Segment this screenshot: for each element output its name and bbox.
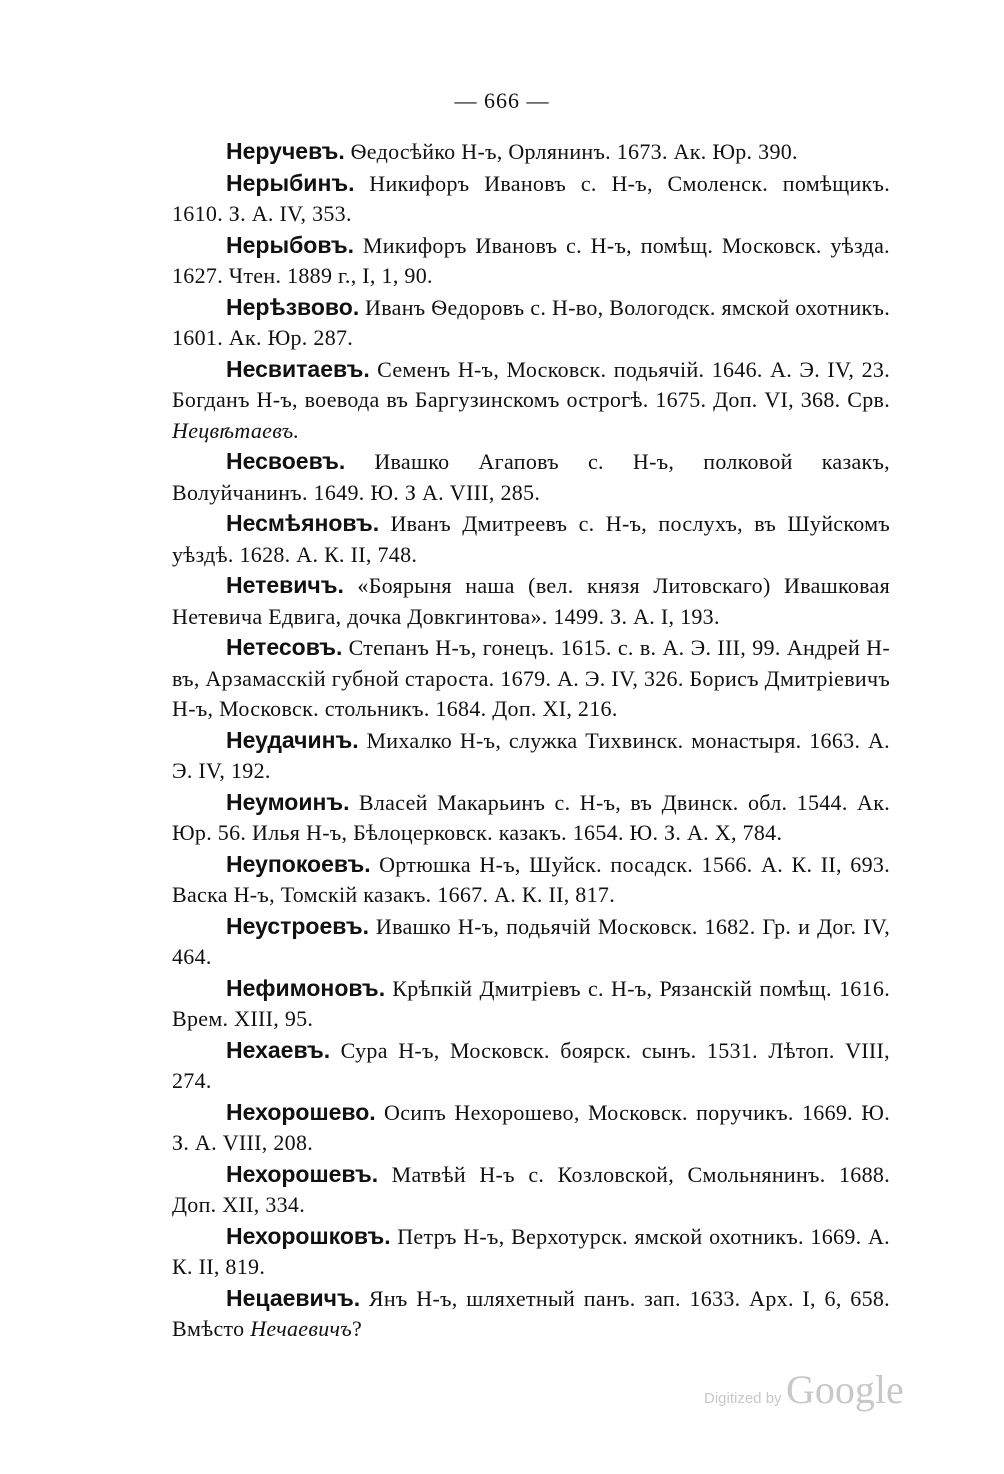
entry-text: Власей Макарьинъ с. Н-ъ, въ Двинск. обл. 1544. Ак. Юр. 56. Илья Н-ъ, Бѣлоцерковск. казакъ. 1654. Ю. З. А. X, 784.	[172, 789, 890, 845]
entry-text: Осипъ Нехорошево, Московск. поручикъ. 1669. Ю. З. А. VIII, 208.	[172, 1099, 890, 1155]
entry-text: Никифоръ Ивановъ с. Н-ъ, Смоленск. помѣщикъ. 1610. З. А. IV, 353.	[172, 170, 890, 226]
entry-text: Микифоръ Ивановъ с. Н-ъ, помѣщ. Московск. уѣзда. 1627. Чтен. 1889 г., I, 1, 90.	[172, 232, 890, 288]
dictionary-entry	[172, 1159, 890, 1221]
dictionary-entry	[172, 1097, 890, 1159]
entry-headword: Неупокоевъ.	[226, 850, 371, 877]
entry-headword: Неустроевъ.	[226, 912, 369, 939]
entry-headword: Нерыбовъ.	[226, 231, 355, 258]
entry-headword: Несвоевъ.	[226, 448, 346, 474]
dictionary-entry	[172, 168, 890, 230]
entry-headword: Неручевъ.	[226, 138, 345, 164]
dictionary-entry	[172, 230, 890, 292]
entry-headword: Неумоинъ.	[226, 788, 350, 815]
entry-text: Семенъ Н-ъ, Московск. подьячій. 1646. А. Э. IV, 23. Богданъ Н-ъ, воевода въ Баргузинскомъ острогѣ. 1675. Доп. VI, 368. Срв.	[172, 356, 890, 412]
dictionary-entry	[172, 973, 890, 1035]
dictionary-entry	[172, 1283, 890, 1345]
dictionary-entry	[172, 570, 890, 632]
dictionary-entry	[172, 136, 890, 168]
entry-text: Ивашко Агаповъ с. Н-ъ, полковой казакъ, Волуйчанинъ. 1649. Ю. З А. VIII, 285.	[172, 449, 890, 505]
digitized-by-google-watermark	[704, 1366, 904, 1413]
entry-headword: Неудачинъ.	[226, 726, 359, 753]
entry-text: Ѳедосѣйко Н-ъ, Орлянинъ. 1673. Ак. Юр. 390.	[344, 139, 798, 164]
entry-headword: Нетевичъ.	[226, 572, 344, 598]
dictionary-entry	[172, 508, 890, 570]
watermark-small-text: Digitized by	[704, 1390, 782, 1407]
dictionary-entry	[172, 787, 890, 849]
dictionary-entry	[172, 292, 890, 354]
dictionary-entry	[172, 849, 890, 911]
entry-text: Сура Н-ъ, Московск. боярск. сынъ. 1531. Лѣтоп. VIII, 274.	[172, 1037, 890, 1093]
entry-headword: Нехорошевъ.	[226, 1160, 379, 1187]
entry-text: Ортюшка Н-ъ, Шуйск. посадск. 1566. А. К. II, 693. Васка Н-ъ, Томскій казакъ. 1667. А. К. II, 817.	[172, 851, 890, 907]
entry-headword: Нефимоновъ.	[226, 974, 386, 1001]
entry-text: Янъ Н-ъ, шляхетный панъ. зап. 1633. Арх. I, 6, 658. Вмѣсто	[172, 1285, 890, 1341]
page-number: — 666 —	[454, 88, 550, 113]
entry-cross-reference: Нецвѣтаевъ.	[172, 417, 300, 443]
entry-text: Крѣпкій Дмитріевъ с. Н-ъ, Рязанскій помѣщ. 1616. Врем. XIII, 95.	[172, 975, 890, 1031]
entry-headword: Нехаевъ.	[226, 1036, 331, 1063]
dictionary-entry	[172, 1035, 890, 1097]
entry-text: Ивашко Н-ъ, подьячій Московск. 1682. Гр. и Дог. IV, 464.	[172, 913, 890, 969]
entry-headword: Нетесовъ.	[226, 634, 343, 660]
entry-text: Иванъ Ѳедоровъ с. Н-во, Вологодск. ямской охотникъ. 1601. Ак. Юр. 287.	[172, 294, 890, 350]
entry-headword: Нецаевичъ.	[226, 1284, 361, 1311]
entry-text: Степанъ Н-ъ, гонецъ. 1615. с. в. А. Э. III, 99. Андрей Н-въ, Арзамасскій губной староста. 1679. А. Э. IV, 326. Борисъ Дмитріевичъ Н-ъ, Московск. стольникъ. 1684. Доп. XI, 216.	[172, 635, 890, 721]
entry-text: Петръ Н-ъ, Верхотурск. ямской охотникъ. 1669. А. К. II, 819.	[172, 1223, 890, 1279]
dictionary-entry	[172, 354, 890, 447]
entry-cross-reference: Нечаевичъ	[250, 1316, 353, 1341]
entry-headword: Несмѣяновъ.	[226, 510, 380, 536]
dictionary-entry	[172, 1221, 890, 1283]
entry-headword: Нерѣзвово.	[226, 293, 360, 320]
dictionary-entries	[172, 136, 890, 1345]
entry-text: «Боярыня наша (вел. князя Литовскаго) Ивашковая Нетевича Едвига, дочка Довкгинтова». 1499. З. А. I, 193.	[172, 573, 890, 629]
dictionary-entry	[172, 632, 890, 725]
watermark-brand-text: Google	[786, 1367, 904, 1412]
dictionary-entry	[172, 725, 890, 787]
dictionary-entry	[172, 446, 890, 508]
entry-headword: Нехорошево.	[226, 1098, 376, 1125]
entry-text: Иванъ Дмитреевъ с. Н-ъ, послухъ, въ Шуйскомъ уѣздѣ. 1628. А. К. II, 748.	[172, 511, 890, 567]
entry-tail: ?	[352, 1316, 363, 1341]
entry-headword: Нерыбинъ.	[226, 169, 355, 196]
dictionary-entry	[172, 911, 890, 973]
entry-text: Матвѣй Н-ъ с. Козловской, Смольнянинъ. 1688. Доп. XII, 334.	[172, 1161, 890, 1217]
entry-text: Михалко Н-ъ, служка Тихвинск. монастыря. 1663. А. Э. IV, 192.	[172, 727, 890, 783]
entry-headword: Несвитаевъ.	[226, 355, 370, 382]
entry-headword: Нехорошковъ.	[226, 1222, 391, 1249]
